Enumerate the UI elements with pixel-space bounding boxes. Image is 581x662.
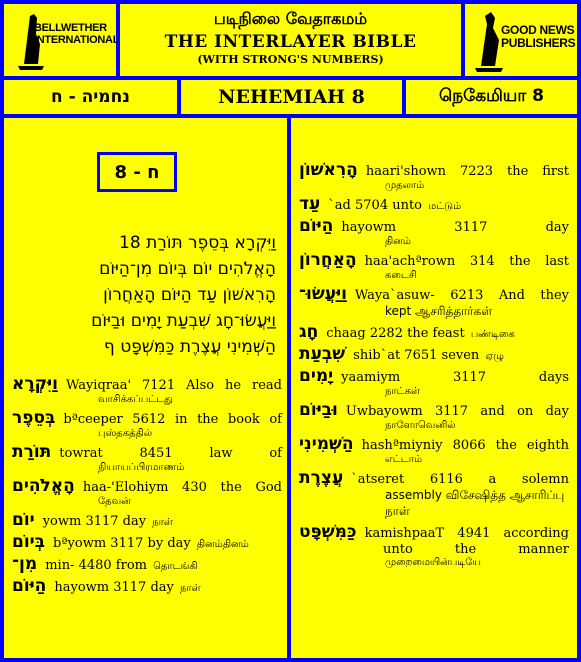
verse-text xyxy=(12,230,276,360)
word-line xyxy=(12,476,282,496)
transliteration-text: hayowm 3117 day xyxy=(54,580,174,595)
book-title-english: NEHEMIAH 8 xyxy=(181,80,402,114)
word-entry xyxy=(299,522,569,569)
book-title-hebrew: נחמיה - ח xyxy=(4,80,177,114)
logo-left-text: BELLWETHER INTERNATIONAL xyxy=(34,22,120,46)
word-line xyxy=(12,510,282,530)
transliteration-text: bªyowm 3117 by day xyxy=(53,536,191,551)
hebrew-word: שִׁבְעַת xyxy=(299,344,346,364)
word-list-left xyxy=(12,374,282,598)
bellwether-logo xyxy=(4,4,120,76)
word-line xyxy=(12,576,282,596)
word-line xyxy=(299,468,569,488)
transliteration-text: `ad 5704 unto xyxy=(328,198,423,213)
word-line xyxy=(299,216,569,236)
word-entry xyxy=(299,250,569,282)
transliteration: `atseret 6116 a solemn xyxy=(351,472,569,487)
tamil-gloss: தொடங்கி xyxy=(153,561,198,572)
transliteration: Waya`asuw- 6213 And they xyxy=(354,288,569,303)
tamil-gloss: நாள் xyxy=(152,517,173,528)
tamil-gloss: வாசிக்கப்பட்டது xyxy=(98,394,173,405)
tamil-gloss: தினம் xyxy=(385,236,411,247)
word-entry xyxy=(12,576,282,596)
hebrew-word: עֲצֶרֶת xyxy=(299,468,344,488)
hebrew-word: וּבַיּוֹם xyxy=(299,400,338,420)
tamil-gloss: நாளோவெனில் xyxy=(385,420,456,431)
word-line xyxy=(299,344,569,364)
word-entry xyxy=(299,160,569,192)
hebrew-word: הַשְּׁמִינִי xyxy=(299,434,354,454)
tamil-gloss: நாள் xyxy=(180,583,201,594)
hebrew-word: יוֹם xyxy=(12,510,35,530)
word-line xyxy=(299,522,569,542)
verse-line: הָרִאשׁוֹן עַד הַיּוֹם הָאַחֲרוֹן xyxy=(103,285,276,305)
word-line xyxy=(12,374,282,394)
word-entry xyxy=(299,322,569,342)
word-list-right xyxy=(299,160,569,571)
tamil-gloss: kept ஆசரித்தார்கள் xyxy=(385,304,493,318)
page-subtitle: (WITH STRONG'S NUMBERS) xyxy=(197,53,384,66)
hebrew-word: הָרִאשׁוֹן xyxy=(299,160,358,180)
hebrew-word: חָג xyxy=(299,322,319,342)
word-entry xyxy=(299,400,569,432)
tamil-gloss: முதலாம் xyxy=(385,180,425,191)
transliteration xyxy=(353,348,569,363)
word-entry xyxy=(299,284,569,320)
transliteration: haa'achªrown 314 the last xyxy=(364,254,569,269)
word-line xyxy=(299,322,569,342)
transliteration-text: shib`at 7651 seven xyxy=(353,348,480,363)
header-title-block xyxy=(120,4,461,76)
left-column xyxy=(4,118,287,658)
transliteration xyxy=(328,198,569,213)
tamil-gloss: assembly விசேஷித்த ஆசாரிப்பு நாள் xyxy=(385,488,565,518)
hebrew-word: תּוֹרַת xyxy=(12,442,52,462)
logo-right-text: GOOD NEWS PUBLISHERS xyxy=(501,23,576,50)
transliteration-text: chaag 2282 the feast xyxy=(326,326,465,341)
transliteration: haari'shown 7223 the first xyxy=(365,164,569,179)
word-entry xyxy=(12,532,282,552)
verse-line: הָאֱלֹהִים יוֹם בְּיוֹם מִן־הַיּוֹם xyxy=(99,259,276,279)
verse-number: 18 xyxy=(119,233,141,253)
transliteration xyxy=(326,326,569,341)
hebrew-word: מִן־ xyxy=(12,554,38,574)
word-line xyxy=(299,366,569,386)
tamil-gloss: நியாயப்பிரமாணம் xyxy=(98,462,185,473)
tamil-gloss: நாட்கள் xyxy=(385,386,421,397)
hebrew-word: וַיִּקְרָא xyxy=(12,374,58,394)
word-line xyxy=(12,442,282,462)
book-title-tamil: நெகேமியா 8 xyxy=(406,80,577,114)
word-entry xyxy=(12,408,282,440)
right-column xyxy=(291,118,577,658)
tamil-gloss: மட்டும் xyxy=(428,201,462,212)
hebrew-word: יָמִים xyxy=(299,366,334,386)
verse-line: וַיִּקְרָא בְּסֵפֶר תּוֹרַת 18 xyxy=(119,233,276,253)
tamil-title: படிநிலை வேதாகமம் xyxy=(213,9,368,28)
hebrew-word: בְּיוֹם xyxy=(12,532,46,552)
page-title: THE INTERLAYER BIBLE xyxy=(164,32,417,52)
verse-line: הַשְּׁמִינִי עֲצֶרֶת כַּמִּשְׁפָּט ף xyxy=(103,337,276,357)
transliteration: hayowm 3117 day xyxy=(341,220,569,235)
hebrew-word: עַד xyxy=(299,194,321,214)
tamil-gloss: எட்டாம் xyxy=(385,454,422,465)
transliteration xyxy=(43,514,282,529)
hebrew-word: וַיַּעֲשׂוּ־ xyxy=(299,284,347,304)
word-entry xyxy=(299,194,569,214)
word-entry xyxy=(299,434,569,466)
word-line xyxy=(299,160,569,180)
tamil-gloss: ஏழு xyxy=(485,351,504,362)
verse-line: וַיַּעֲשׂוּ־חָג שִׁבְעַת יָמִים וּבַיּוֹם xyxy=(91,311,276,331)
transliteration xyxy=(45,558,282,573)
word-line xyxy=(299,194,569,214)
transliteration: hashªmiyniy 8066 the eighth xyxy=(361,438,569,453)
word-line xyxy=(12,532,282,552)
word-line xyxy=(12,554,282,574)
transliteration xyxy=(54,580,282,595)
transliteration: bªceeper 5612 in the book of xyxy=(63,412,282,427)
word-line xyxy=(299,284,569,304)
word-entry xyxy=(12,554,282,574)
transliteration-text: min- 4480 from xyxy=(45,558,147,573)
transliteration-text: yowm 3117 day xyxy=(42,514,147,529)
word-line xyxy=(299,250,569,270)
word-entry xyxy=(299,468,569,520)
word-line xyxy=(12,408,282,428)
hebrew-word: הַיּוֹם xyxy=(12,576,47,596)
word-entry xyxy=(299,216,569,248)
tamil-gloss: தேவன் xyxy=(98,496,131,507)
tamil-gloss: தினம்தினம் xyxy=(196,539,249,550)
word-entry xyxy=(12,442,282,474)
tamil-gloss: புஸ்தகத்தில் xyxy=(98,428,153,439)
hebrew-word: הָאֱלֹהִים xyxy=(12,476,75,496)
transliteration: Wayiqraa' 7121 Also he read xyxy=(65,378,282,393)
transliteration xyxy=(53,536,282,551)
tamil-gloss: கடைசி xyxy=(385,270,417,281)
word-line xyxy=(299,400,569,420)
hebrew-word: הַיּוֹם xyxy=(299,216,334,236)
word-entry xyxy=(299,344,569,364)
word-entry xyxy=(12,476,282,508)
hebrew-word: כַּמִּשְׁפָּט xyxy=(299,522,357,542)
tamil-gloss: பண்டிகை xyxy=(470,329,515,340)
word-entry xyxy=(12,510,282,530)
transliteration: haa-'Elohiym 430 the God xyxy=(82,480,282,495)
tamil-gloss: முறைமையின்படியே xyxy=(385,557,481,568)
gloss-line: unto the manner xyxy=(383,542,569,557)
transliteration: yaamiym 3117 days xyxy=(341,370,569,385)
hebrew-word: הָאַחֲרוֹן xyxy=(299,250,357,270)
hebrew-word: בְּסֵפֶר xyxy=(12,408,56,428)
transliteration: Uwbayowm 3117 and on day xyxy=(345,404,569,419)
word-entry xyxy=(299,366,569,398)
chapter-badge: ח - 8 xyxy=(97,152,177,192)
word-line xyxy=(299,434,569,454)
good-news-logo xyxy=(465,4,577,76)
transliteration: kamishpaaT 4941 according xyxy=(364,526,569,541)
transliteration: towrat 8451 law of xyxy=(59,446,282,461)
word-entry xyxy=(12,374,282,406)
